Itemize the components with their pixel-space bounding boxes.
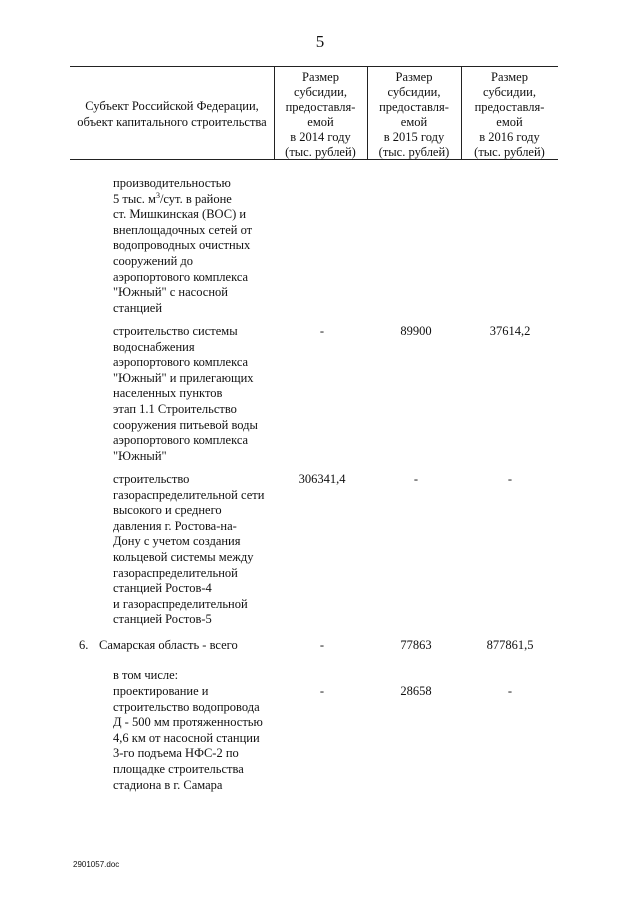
header-line: в 2015 году: [383, 130, 445, 144]
table-row-description: [113, 684, 263, 793]
table-top-rule: [70, 66, 558, 67]
desc-line: водоснабжения: [113, 339, 195, 354]
desc-line: проектирование и: [113, 684, 209, 698]
header-subject-line: Субъект Российской Федерации,: [85, 99, 259, 113]
desc-line: кольцевой системы между: [113, 549, 254, 564]
desc-line: аэропортового комплекса: [113, 269, 249, 284]
value-2015: 89900: [400, 324, 432, 338]
table-row-description: [113, 324, 258, 464]
value-2016: 37614,2: [489, 324, 531, 338]
table-row-description: [113, 176, 252, 316]
header-line: субсидии,: [387, 85, 441, 99]
desc-line: станцией: [113, 300, 163, 315]
header-line: предоставля-: [285, 100, 356, 114]
header-line: предоставля-: [379, 100, 449, 114]
desc-line: производительностью: [113, 176, 231, 190]
desc-line: "Южный": [113, 448, 167, 463]
value-2016: -: [507, 472, 513, 486]
desc-line: газораспределительной: [113, 565, 238, 580]
desc-line: "Южный" с насосной: [113, 285, 228, 300]
value-2014: 306341,4: [298, 472, 346, 486]
desc-line: стадиона в г. Самара: [113, 777, 223, 792]
desc-line: аэропортового комплекса: [113, 355, 249, 370]
desc-line: Самарская область - всего: [99, 638, 238, 652]
desc-line: аэропортового комплекса: [113, 433, 249, 448]
header-subject: [70, 98, 274, 130]
value-2015: -: [413, 472, 419, 486]
header-line: емой: [400, 115, 428, 129]
header-line: Размер: [302, 70, 339, 84]
desc-line: внеплощадочных сетей от: [113, 222, 253, 237]
header-line: Размер: [491, 70, 528, 84]
desc-line: водопроводных очистных: [113, 238, 251, 253]
header-line: в 2014 году: [290, 130, 351, 144]
header-2014: [274, 70, 367, 160]
desc-line: сооружения питьевой воды: [113, 417, 258, 432]
header-line: субсидии,: [294, 85, 347, 99]
table-row-description: [113, 472, 264, 628]
header-line: (тыс. рублей): [378, 145, 450, 159]
desc-line: давления г. Ростова-на-: [113, 518, 237, 533]
value-2015: 77863: [400, 638, 432, 652]
desc-line: газораспределительной сети: [113, 487, 265, 502]
value-2016: 877861,5: [486, 638, 534, 652]
header-subject-line: объект капитального строительства: [77, 115, 267, 129]
desc-line: сооружений до: [113, 253, 194, 268]
desc-line: этап 1.1 Строительство: [113, 401, 237, 416]
header-line: Размер: [395, 70, 433, 84]
value-2015: 28658: [400, 684, 432, 698]
table-row-description: [113, 668, 178, 684]
header-line: субсидии,: [483, 85, 536, 99]
desc-line: строительство водопровода: [113, 699, 260, 714]
value-2014: -: [319, 324, 325, 338]
page-number: 5: [315, 32, 325, 51]
desc-line: площадке строительства: [113, 761, 244, 776]
row-number: 6.: [79, 638, 89, 652]
header-line: предоставля-: [474, 100, 545, 114]
desc-line: населенных пунктов: [113, 386, 223, 401]
desc-line: станцией Ростов-5: [113, 612, 212, 627]
desc-line: ст. Мишкинская (ВОС) и: [113, 207, 247, 222]
desc-line: Д - 500 мм протяженностью: [113, 715, 263, 730]
desc-line: Дону с учетом создания: [113, 534, 241, 549]
desc-line: строительство: [113, 472, 190, 486]
value-2016: -: [507, 684, 513, 698]
desc-line: 4,6 км от насосной станции: [113, 730, 260, 745]
header-line: (тыс. рублей): [474, 145, 545, 159]
desc-line: строительство системы: [113, 324, 238, 338]
desc-line: в том числе:: [113, 668, 179, 682]
header-line: в 2016 году: [479, 130, 540, 144]
header-2015: [367, 70, 461, 160]
header-line: емой: [496, 115, 523, 129]
desc-line-with-superscript: 5 тыс. $м^3$/сут. в районе: [113, 190, 232, 206]
desc-line: 3-го подъема НФС-2 по: [113, 746, 239, 761]
value-2014: -: [319, 684, 325, 698]
desc-line: высокого и среднего: [113, 503, 222, 518]
footer-doc-code: 2901057.doc: [73, 860, 120, 869]
header-line: (тыс. рублей): [285, 145, 356, 159]
desc-line: "Южный" и прилегающих: [113, 370, 254, 385]
desc-line: и газораспределительной: [113, 596, 248, 611]
desc-line: станцией Ростов-4: [113, 581, 212, 596]
header-line: емой: [307, 115, 334, 129]
table-row-description: [99, 638, 238, 654]
header-2016: [461, 70, 558, 160]
value-2014: -: [319, 638, 325, 652]
